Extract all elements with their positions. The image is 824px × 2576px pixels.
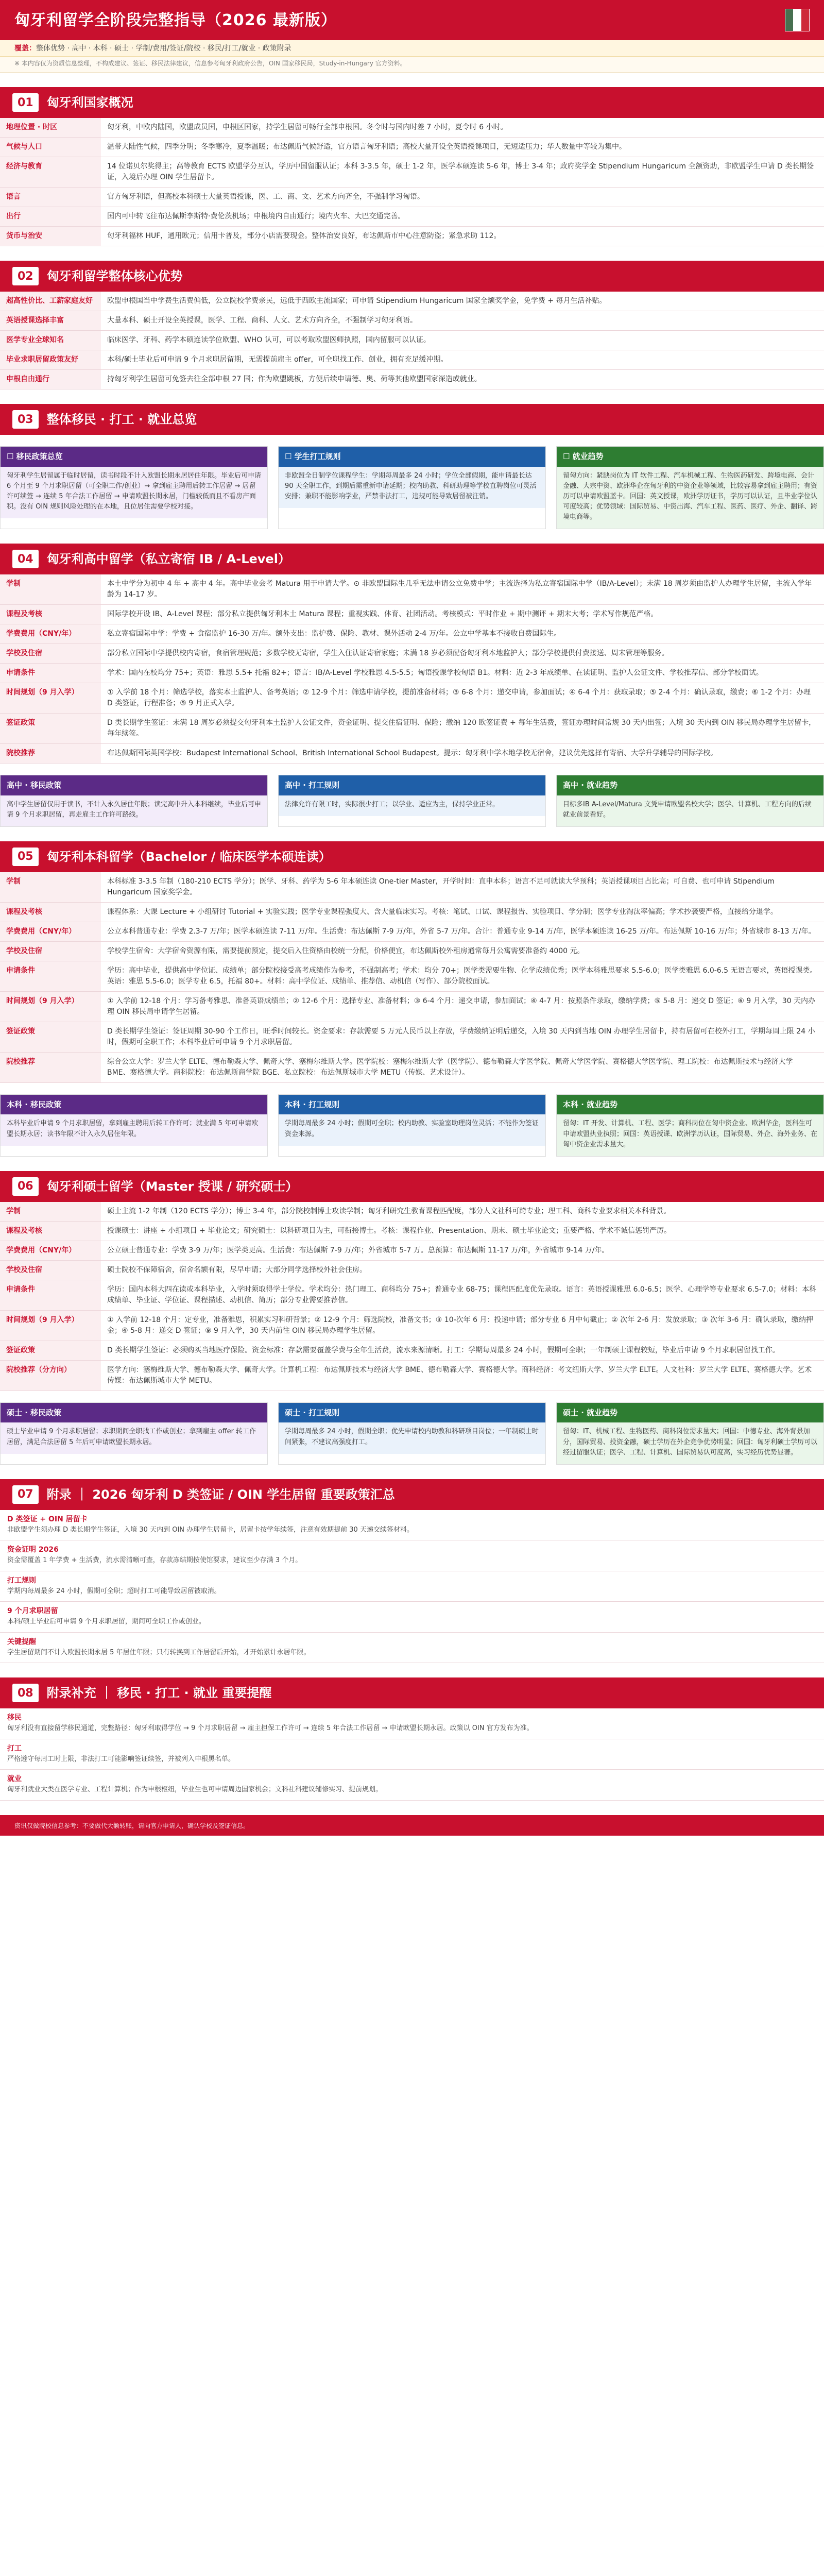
section-bachelor bbox=[0, 841, 824, 1157]
card-title: 硕士 · 打工规则 bbox=[279, 1403, 545, 1423]
overview-cards bbox=[0, 446, 824, 529]
row-value: ① 入学前 12-18 个月：定专业，准备雅思，积累实习科研背景；② 12-9 个月：筛选院校，准备文书；③ 10-次年 6 月：投递申请；部分专业 6 月中旬截止；② 次年 2-6 月：发放录取；③ 次年 3-6 月：确认录取，缴纳押金；④ 5-8 月：递交 D 签证；⑨ 9 月入学，30 天内前往 OIN 移民局办理学生居留。 bbox=[101, 1310, 824, 1341]
row-label: 签证政策 bbox=[0, 1022, 101, 1052]
table-row bbox=[0, 714, 824, 744]
reminder-list bbox=[0, 1708, 824, 1801]
item-text: 本科/硕士毕业后可申请 9 个月求职居留，期间可全职工作或创业。 bbox=[7, 1618, 205, 1626]
row-value: 学历：国内本科大四在读或本科毕业，入学时须取得学士学位。学术均分：热门理工、商科均分 75+；普通专业 68-75；课程匹配度优先录取。语言：英语授课雅思 6.0-6.5；医学、心理学等专业要求 6.5-7.0；材料：本科成绩单、毕业证、学位证、课程描述、动机信、简历；部分专业需要推荐信。 bbox=[101, 1280, 824, 1310]
page-title: 匈牙利留学全阶段完整指导（2026 最新版） bbox=[14, 11, 337, 29]
row-value: 公立本科普通专业：学费 2.3-7 万/年；医学本硕连读 7-11 万/年。生活费：布达佩斯 7-9 万/年，外省 5-7 万/年。合计：普通专业 9-14 万/年，医学本硕连读 16-25 万/年。布达佩斯 10-16 万/年；外省城市 8-13 万/年。 bbox=[101, 922, 824, 941]
card-title: 硕士 · 就业趋势 bbox=[557, 1403, 823, 1423]
row-label: 时间规划（9 月入学） bbox=[0, 1310, 101, 1341]
card-body: 法律允许有限工时，实际很少打工；以学业、适应为主，保持学业正常。 bbox=[279, 795, 545, 816]
card-body: 学期每周最多 24 小时；假期可全职；校内助教、实验室助理岗位灵活；不能作为签证资金来源。 bbox=[279, 1114, 545, 1145]
item-text: 学生居留期间不计入欧盟长期永居 5 年居住年限；只有转换到工作居留后开始，才开始累计永居年限。 bbox=[7, 1648, 311, 1656]
section-title: 匈牙利本科留学（Bachelor / 临床医学本硕连读） bbox=[46, 849, 331, 864]
table-row bbox=[0, 1022, 824, 1052]
section-title: 匈牙利硕士留学（Master 授课 / 研究硕士） bbox=[46, 1179, 298, 1194]
high-school-table bbox=[0, 574, 824, 764]
table-row bbox=[0, 188, 824, 207]
row-label: 课程及考核 bbox=[0, 605, 101, 624]
coverage-nav bbox=[0, 40, 824, 57]
section-header bbox=[0, 87, 824, 118]
item-title: 资金证明 2026 bbox=[7, 1546, 59, 1554]
card-body: 匈牙利学生居留属于临时居留，读书时段不计入欧盟长期永居居住年限。毕业后可申请 6 个月至 9 个月求职居留（可全职工作/创业）→ 拿到雇主聘用后转工作居留 → 居留许可续签 → 连续 5 年合法工作居留 → 申请欧盟长期永居，门槛较低而且不看房产面积。没有 OIN 规则风险处理的在本地，且位居住需要学校对接。 bbox=[1, 467, 267, 519]
hungary-flag-icon bbox=[785, 9, 810, 31]
list-item bbox=[0, 1739, 824, 1770]
card-title: 本科 · 移民政策 bbox=[1, 1095, 267, 1115]
row-value: 大量本科、硕士开设全英授课，医学、工程、商科、人文、艺术方向齐全，不强制学习匈牙利语。 bbox=[101, 311, 824, 331]
row-label: 申请条件 bbox=[0, 961, 101, 991]
work-rules-card bbox=[278, 446, 546, 529]
row-label: 英语授课选择丰富 bbox=[0, 311, 101, 331]
section-number: 06 bbox=[12, 1177, 39, 1196]
section-number: 08 bbox=[12, 1684, 39, 1702]
card-body: 硕士毕业申请 9 个月求职居留；求职期间全职找工作或创业；拿到雇主 offer 转工作居留，满足合法居留 5 年后可申请欧盟长期永居。 bbox=[1, 1422, 267, 1453]
section-title: 匈牙利国家概况 bbox=[46, 95, 133, 110]
row-value: 医学方向：塞梅维斯大学、德布勒森大学、佩奇大学。计算机工程：布达佩斯技术与经济大学 BME、德布勒森大学、赛格德大学。商科经济：考文纽斯大学、罗兰大学 ELTE。人文社科：罗兰大学 ELTE、赛格德大学。艺术传媒：布达佩斯城市大学 METU。 bbox=[101, 1360, 824, 1391]
table-row bbox=[0, 227, 824, 246]
card-body: 本科毕业后申请 9 个月求职居留，拿到雇主聘用后转工作许可；就业满 5 年可申请欧盟长期永居；读书年限不计入永久居住年限。 bbox=[1, 1114, 267, 1145]
section-header bbox=[0, 544, 824, 574]
card-body: 留匈：IT 开发、计算机、工程、医学；商科岗位在匈中资企业、欧洲华企，医科生可申请欧盟执业执照；回国：英语授课、欧洲学历认证，国际贸易、外企、海外业务、在匈中资企业需求量大。 bbox=[557, 1114, 823, 1156]
row-label: 时间规划（9 月入学） bbox=[0, 991, 101, 1022]
list-item bbox=[0, 1708, 824, 1739]
row-value: 部分私立国际中学提供校内寄宿，食宿管理规范；多数学校无寄宿，学生入住认证寄宿家庭；未满 18 岁必须配备匈牙利本地监护人；部分学校提供付费接送、周末管理等服务。 bbox=[101, 644, 824, 664]
item-title: 移民 bbox=[7, 1714, 22, 1722]
section-header bbox=[0, 841, 824, 872]
section-number: 07 bbox=[12, 1485, 39, 1504]
card-body: 留匈方向：紧缺岗位为 IT 软件工程、汽车机械工程、生物医药研发、跨境电商、会计金融、大宗中资、欧洲华企在匈牙利的中资企业等领域，比较容易拿到雇主聘用；有资历可以申请欧盟蓝卡。回国：英文授课，欧洲学历证书，学历可以认证，且毕业学位认可度较高；优势领域：国际贸易、中资出海、汽车工程、医药、医疗、外企、翻译、跨境电商等。 bbox=[557, 467, 823, 529]
card-title: 高中 · 打工规则 bbox=[279, 775, 545, 795]
row-value: 国际学校开设 IB、A-Level 课程；部分私立提供匈牙利本土 Matura 课程；重视实践、体育、社团活动。考核模式：平时作业 + 期中测评 + 期末大考；学术写作规范严格。 bbox=[101, 605, 824, 624]
table-row bbox=[0, 961, 824, 991]
item-text: 非欧盟学生须办理 D 类长期学生签证，入境 30 天内到 OIN 办理学生居留卡，居留卡按学年续签，注意有效期提前 30 天递交续签材料。 bbox=[7, 1526, 414, 1534]
card-title: 高中 · 移民政策 bbox=[1, 775, 267, 795]
table-row bbox=[0, 574, 824, 605]
table-row bbox=[0, 157, 824, 188]
table-row bbox=[0, 664, 824, 683]
row-label: 课程及考核 bbox=[0, 1221, 101, 1241]
table-row bbox=[0, 1052, 824, 1082]
list-item bbox=[0, 1602, 824, 1633]
table-row bbox=[0, 1221, 824, 1241]
row-value: 本科标准 3-3.5 年制（180-210 ECTS 学分）；医学、牙科、药学为 5-6 年本硕连读 One-tier Master，开学时间：直申本科；语言不足可就读大学预科；英语授课项目占比高；可自费、也可申请 Stipendium Hungaricum 国家奖学金。 bbox=[101, 872, 824, 903]
row-value: D 类长期学生签证：签证周期 30-90 个工作日，旺季时间较长。资金要求：存款需要 5 万元人民币以上存放，学费缴纳证明后递交，入境 30 天内到当地 OIN 办理学生居留卡，持有居留可在校外打工，学期每周上限 24 小时，假期可全职工作；本科毕业后可申请 9 个月求职居留。 bbox=[101, 1022, 824, 1052]
row-label: 出行 bbox=[0, 207, 101, 227]
row-value: 临床医学、牙科、药学本硕连读学位欧盟、WHO 认可，可以考取欧盟医师执照，国内留服可以认证。 bbox=[101, 331, 824, 350]
item-text: 资金需覆盖 1 年学费 + 生活费，流水需清晰可查，存款冻结期按使馆要求，建议至少存满 3 个月。 bbox=[7, 1556, 302, 1565]
section-header bbox=[0, 261, 824, 292]
table-row bbox=[0, 644, 824, 664]
card-title: ☐ 移民政策总览 bbox=[1, 447, 267, 467]
card-title: 硕士 · 移民政策 bbox=[1, 1403, 267, 1423]
employment-card bbox=[556, 1094, 824, 1157]
section-header bbox=[0, 404, 824, 435]
table-row bbox=[0, 683, 824, 714]
disclaimer-note: ※ 本内容仅为资质信息整理，不构成建议、签证、移民法律建议，信息参考匈牙利政府公告，OIN 国家移民局，Study-in-Hungary 官方资料。 bbox=[0, 57, 824, 73]
section-number: 04 bbox=[12, 550, 39, 568]
row-value: 本土中学分为初中 4 年 + 高中 4 年。高中毕业会考 Matura 用于申请大学。⊙ 非欧盟国际生几乎无法申请公立免费中学；主流选择为私立寄宿国际中学（IB/A-Level）；未满 18 周岁须由监护人办理学生居留，主流入学年龄为 14-17 岁。 bbox=[101, 574, 824, 605]
item-title: 打工规则 bbox=[7, 1576, 36, 1585]
row-value: 14 位诺贝尔奖得主；高等教育 ECTS 欧盟学分互认，学历中国留服认证；本科 3-3.5 年，硕士 1-2 年，医学本硕连读 5-6 年，博士 3-4 年；政府奖学金 Stipendium Hungaricum 全额资助，非欧盟学生申请 D 类长期签证，入境后办理 OIN 学生居留卡。 bbox=[101, 157, 824, 188]
page-footer: 资讯仅做院校信息参考：不要做代大额转账，请向官方申请人，确认学校及签证信息。 bbox=[0, 1815, 824, 1836]
table-row bbox=[0, 922, 824, 941]
section-title: 匈牙利高中留学（私立寄宿 IB / A-Level） bbox=[46, 552, 290, 567]
section-header bbox=[0, 1171, 824, 1202]
row-value: 私立寄宿国际中学：学费 + 食宿监护 16-30 万/年。额外支出：监护费、保险、教材、课外活动 2-4 万/年。公立中学基本不接收自费国际生。 bbox=[101, 624, 824, 644]
item-text: 严格遵守每周工时上限，非法打工可能影响签证续签，并被列入申根黑名单。 bbox=[7, 1755, 235, 1763]
flag-stripe-red bbox=[801, 9, 809, 31]
row-value: 学历：高中毕业，提供高中学位证、成绩单；部分院校接受高考成绩作为参考，不强制高考；学术：均分 70+；医学类需要生物、化学成绩优秀；医学本科雅思要求 5.5-6.0；医学类雅思 6.0-6.5 无语言要求，英语授课类。英语：雅思 5.5-6.0；医学专业 6.5，托福 80+。材料：高中学位证、成绩单、推荐信、动机信（写作）、部分院校面试。 bbox=[101, 961, 824, 991]
flag-stripe-white bbox=[793, 9, 801, 31]
employment-card bbox=[556, 1402, 824, 1465]
table-row bbox=[0, 292, 824, 311]
row-value: 硕士院校不保障宿舍，宿舍名额有限，尽早申请；大部分同学选择校外社会住房。 bbox=[101, 1260, 824, 1280]
table-row bbox=[0, 1360, 824, 1391]
row-value: 课程体系：大课 Lecture + 小组研讨 Tutorial + 实验实践；医学专业课程强度大、含大量临床实习。考核：笔试、口试、课程报告、实验项目、学分制；医学专业淘汰率偏高；学术抄袭要严格，直接给分退学。 bbox=[101, 902, 824, 922]
bachelor-table bbox=[0, 872, 824, 1083]
item-title: 打工 bbox=[7, 1744, 22, 1753]
work-rules-card bbox=[278, 775, 546, 827]
row-value: 持匈牙利学生居留可免签去往全部申根 27 国；作为欧盟跳板，方便后续申请德、奥、荷等其他欧盟国家深造或就业。 bbox=[101, 370, 824, 389]
section-overview bbox=[0, 87, 824, 246]
card-body: 高中学生居留仅用于读书，不计入永久居住年限；读完高中升入本科继续，毕业后可申请 9 个月求职居留，再走雇主工作许可路线。 bbox=[1, 795, 267, 826]
card-body: 目标多IB A-Level/Matura 文凭申请欧盟名校大学；医学、计算机、工程方向的后续就业前景看好。 bbox=[557, 795, 823, 826]
coverage-label: 覆盖： bbox=[14, 44, 36, 53]
section-header bbox=[0, 1479, 824, 1510]
list-item bbox=[0, 1633, 824, 1664]
table-row bbox=[0, 331, 824, 350]
list-item bbox=[0, 1571, 824, 1602]
list-item bbox=[0, 1540, 824, 1571]
row-label: 学费费用（CNY/年） bbox=[0, 922, 101, 941]
row-value: 学校学生宿舍：大学宿舍资源有限，需要提前预定，提交后入住资格由校统一分配，价格便宜，布达佩斯校外租房通常每月公寓需要准备约 4000 元。 bbox=[101, 941, 824, 961]
flag-stripe-green bbox=[785, 9, 793, 31]
row-label: 学校及住宿 bbox=[0, 941, 101, 961]
row-value: 匈牙利，中欧内陆国，欧盟成员国，申根区国家，持学生居留可畅行全部申根国。冬令时与国内时差 7 小时，夏令时 6 小时。 bbox=[101, 118, 824, 138]
row-value: ① 入学前 18 个月：筛选学校，落实本土监护人、备考英语；② 12-9 个月：筛选申请学校，提前准备材料；③ 6-8 个月：递交申请，参加面试；④ 6-4 个月：获取录取；⑤ 2-4 个月：确认录取，缴费；⑥ 1-2 个月：办理 D 类签证，行程准备；⑨ 9 月正式入学。 bbox=[101, 683, 824, 714]
row-label: 学制 bbox=[0, 574, 101, 605]
master-cards bbox=[0, 1402, 824, 1465]
section-title: 附录补充 ｜ 移民 · 打工 · 就业 重要提醒 bbox=[46, 1686, 272, 1701]
table-row bbox=[0, 138, 824, 157]
row-label: 超高性价比、工薪家庭友好 bbox=[0, 292, 101, 311]
immigration-card bbox=[0, 446, 268, 529]
table-row bbox=[0, 902, 824, 922]
section-number: 01 bbox=[12, 93, 39, 112]
card-title: ☐ 学生打工规则 bbox=[279, 447, 545, 467]
row-value: 授课硕士：讲座 + 小组项目 + 毕业论文；研究硕士：以科研项目为主，可衔接博士。考核：课程作业、Presentation、期末、硕士毕业论文；重要严格、学术不诚信惩罚严厉。 bbox=[101, 1221, 824, 1241]
row-label: 院校推荐 bbox=[0, 744, 101, 764]
table-row bbox=[0, 1260, 824, 1280]
table-row bbox=[0, 1310, 824, 1341]
card-body: 学期每周最多 24 小时，假期全职；优先申请校内助教和科研项目岗位；一年制硕士时间紧张，不建议高强度打工。 bbox=[279, 1422, 545, 1453]
section-appendix-visa bbox=[0, 1479, 824, 1664]
coverage-text: 整体优势 · 高中 · 本科 · 硕士 · 学制/费用/签证/院校 · 移民/打工/就业 · 政策附录 bbox=[36, 44, 291, 53]
item-text: 学期内每周最多 24 小时，假期可全职；超时打工可能导致居留被取消。 bbox=[7, 1587, 221, 1595]
employment-card bbox=[556, 446, 824, 529]
row-label: 院校推荐（分方向） bbox=[0, 1360, 101, 1391]
appendix-list bbox=[0, 1510, 824, 1664]
table-row bbox=[0, 350, 824, 370]
table-row bbox=[0, 872, 824, 903]
table-row bbox=[0, 311, 824, 331]
row-value: 公立硕士普通专业：学费 3-9 万/年；医学类更高。生活费：布达佩斯 7-9 万/年；外省城市 5-7 万。总预算：布达佩斯 11-17 万/年，外省城市 9-14 万/年。 bbox=[101, 1241, 824, 1260]
master-table bbox=[0, 1202, 824, 1391]
row-value: 国内可中转飞往布达佩斯李斯特·费伦茨机场；申根境内自由通行；境内火车、大巴交通完善。 bbox=[101, 207, 824, 227]
section-header bbox=[0, 1677, 824, 1708]
item-title: 关键提醒 bbox=[7, 1637, 36, 1646]
section-high-school bbox=[0, 544, 824, 827]
card-title: 高中 · 就业趋势 bbox=[557, 775, 823, 795]
row-label: 学制 bbox=[0, 1202, 101, 1222]
row-label: 时间规划（9 月入学） bbox=[0, 683, 101, 714]
card-title: ☐ 就业趋势 bbox=[557, 447, 823, 467]
item-text: 匈牙利就业大类在医学专业、工程计算机；作为申根枢纽，毕业生也可申请周边国家机会；文科社科建议辅修实习、提前规划。 bbox=[7, 1786, 383, 1794]
table-row bbox=[0, 1280, 824, 1310]
table-row bbox=[0, 1341, 824, 1360]
section-advantages bbox=[0, 261, 824, 389]
employment-card bbox=[556, 775, 824, 827]
row-label: 经济与教育 bbox=[0, 157, 101, 188]
table-row bbox=[0, 624, 824, 644]
row-label: 院校推荐 bbox=[0, 1052, 101, 1082]
row-value: 硕士主流 1-2 年制（120 ECTS 学分）；博士 3-4 年，部分院校制博士攻读学制；匈牙利研究生教育课程匹配度，部分人文社科可跨专业；理工科、商科专业要求相关本科背景。 bbox=[101, 1202, 824, 1222]
immigration-card bbox=[0, 775, 268, 827]
immigration-card bbox=[0, 1094, 268, 1157]
work-rules-card bbox=[278, 1094, 546, 1157]
row-label: 签证政策 bbox=[0, 714, 101, 744]
table-row bbox=[0, 118, 824, 138]
card-title: 本科 · 就业趋势 bbox=[557, 1095, 823, 1115]
section-master bbox=[0, 1171, 824, 1465]
table-row bbox=[0, 207, 824, 227]
row-label: 签证政策 bbox=[0, 1341, 101, 1360]
row-label: 课程及考核 bbox=[0, 902, 101, 922]
row-value: 综合公立大学：罗兰大学 ELTE、德布勒森大学、佩奇大学、塞梅尔维斯大学。医学院校：塞梅尔维斯大学（医学院）、德布勒森大学医学院、佩奇大学医学院、赛格德大学医学院、理工院校：布达佩斯技术与经济大学 BME、赛格德大学。商科院校：布达佩斯商学院 BGE、私立院校：布达佩斯城市大学 METU（传媒、艺术设计）。 bbox=[101, 1052, 824, 1082]
row-value: 欧盟申根国当中学费生活费偏低，公立院校学费亲民，远低于西欧主流国家；可申请 Stipendium Hungaricum 国家全额奖学金，免学费 + 每月生活补贴。 bbox=[101, 292, 824, 311]
overview-table bbox=[0, 118, 824, 246]
item-title: 就业 bbox=[7, 1775, 22, 1784]
section-title: 附录 ｜ 2026 匈牙利 D 类签证 / OIN 学生居留 重要政策汇总 bbox=[46, 1487, 395, 1502]
row-label: 货币与治安 bbox=[0, 227, 101, 246]
row-label: 地理位置 · 时区 bbox=[0, 118, 101, 138]
row-label: 学校及住宿 bbox=[0, 644, 101, 664]
section-title: 整体移民 · 打工 · 就业总览 bbox=[46, 412, 197, 427]
card-title: 本科 · 打工规则 bbox=[279, 1095, 545, 1115]
row-value: 本科/硕士毕业后可申请 9 个月求职居留期，无需提前雇主 offer，可全职找工作、创业，拥有充足缓冲期。 bbox=[101, 350, 824, 370]
immigration-card bbox=[0, 1402, 268, 1465]
page-header bbox=[0, 0, 824, 40]
table-row bbox=[0, 941, 824, 961]
row-value: ① 入学前 12-18 个月：学习备考雅思、准备英语成绩单；② 12-6 个月：选择专业、准备材料；③ 6-4 个月：递交申请，参加面试；④ 4-7 月：按照条件录取，缴纳学费；⑤ 5-8 月：递交 D 签证；⑥ 9 月入学，30 天内办理 OIN 移民局申请学生居留。 bbox=[101, 991, 824, 1022]
table-row bbox=[0, 1241, 824, 1260]
card-body: 非欧盟全日制学位课程学生：学期每周最多 24 小时；学位全部假期，能申请最长达 90 天全职工作，到期后需重新申请延期；校内助教、科研助理等学校直聘岗位可灵活安排；兼职不能影响学业，严禁非法打工，违规可能导致居留被注销。 bbox=[279, 467, 545, 508]
advantages-table bbox=[0, 292, 824, 389]
row-label: 申根自由通行 bbox=[0, 370, 101, 389]
row-label: 学费费用（CNY/年） bbox=[0, 1241, 101, 1260]
section-appendix-reminders bbox=[0, 1677, 824, 1801]
table-row bbox=[0, 991, 824, 1022]
row-value: 学术：国内在校均分 75+；英语：雅思 5.5+ 托福 82+；语言：IB/A-Level 学校雅思 4.5-5.5；匈语授课学校匈语 B1。材料：近 2-3 年成绩单、在读证明、监护人公证文件、学校推荐信、部分学校面试。 bbox=[101, 664, 824, 683]
bachelor-cards bbox=[0, 1094, 824, 1157]
high-school-cards bbox=[0, 775, 824, 827]
row-value: D 类长期学生签证：必须购买当地医疗保险。资金标准：存款需要覆盖学费与全年生活费，流水来源清晰。打工：学期每周最多 24 小时，假期可全职；一年制硕士课程较短，毕业后申请 9 个月求职居留找工作。 bbox=[101, 1341, 824, 1360]
table-row bbox=[0, 605, 824, 624]
list-item bbox=[0, 1770, 824, 1801]
list-item bbox=[0, 1510, 824, 1541]
section-number: 05 bbox=[12, 848, 39, 866]
table-row bbox=[0, 370, 824, 389]
card-body: 留匈：IT、机械工程、生物医药、商科岗位需求量大；回国：中德专业、海外背景加分，国际贸易、投资金融，硕士学历在外企竞争优势明显；回国：匈牙利硕士学历可以经过留服认证；医学、工程、计算机、国际贸易认可度高，实习经历优势显著。 bbox=[557, 1422, 823, 1464]
section-title: 匈牙利留学整体核心优势 bbox=[46, 269, 183, 283]
row-value: 温带大陆性气候，四季分明；冬季寒冷，夏季温暖；布达佩斯气候舒适，官方语言匈牙利语；高校大量开设全英语授课项目，无短适压力；华人数量中等较为集中。 bbox=[101, 138, 824, 157]
row-label: 申请条件 bbox=[0, 1280, 101, 1310]
row-label: 学费费用（CNY/年） bbox=[0, 624, 101, 644]
item-title: D 类签证 + OIN 居留卡 bbox=[7, 1515, 88, 1523]
section-immigration-overview bbox=[0, 404, 824, 529]
section-number: 02 bbox=[12, 267, 39, 285]
work-rules-card bbox=[278, 1402, 546, 1465]
item-text: 匈牙利没有直接留学移民通道，完整路径：匈牙利取得学位 → 9 个月求职居留 → 雇主担保工作许可 → 连续 5 年合法工作居留 → 申请欧盟长期永居。政策以 OIN 官方发布为准。 bbox=[7, 1724, 534, 1733]
table-row bbox=[0, 744, 824, 764]
row-value: 官方匈牙利语，但高校本科硕士大量英语授课，医、工、商、文、艺术方向齐全，不强制学习匈语。 bbox=[101, 188, 824, 207]
row-value: 匈牙利福林 HUF，通用欧元；信用卡普及，部分小店需要现金。整体治安良好，布达佩斯市中心注意防盗；紧急求助 112。 bbox=[101, 227, 824, 246]
row-label: 语言 bbox=[0, 188, 101, 207]
table-row bbox=[0, 1202, 824, 1222]
row-label: 学制 bbox=[0, 872, 101, 903]
row-value: 布达佩斯国际英国学校：Budapest International School、British International School Budapest。提示：匈牙利中学本地学校无宿舍，建议优先选择有寄宿、大学升学辅导的国际学校。 bbox=[101, 744, 824, 764]
row-value: D 类长期学生签证：未满 18 周岁必须提交匈牙利本土监护人公证文件，资金证明、提交住宿证明、保险；缴纳 120 欧签证费 + 每年生活费，签证办理时间常规 30 天内出签；入境 30 天内到 OIN 移民局办理学生居留卡，每年续签。 bbox=[101, 714, 824, 744]
row-label: 学校及住宿 bbox=[0, 1260, 101, 1280]
row-label: 申请条件 bbox=[0, 664, 101, 683]
row-label: 气候与人口 bbox=[0, 138, 101, 157]
section-number: 03 bbox=[12, 410, 39, 429]
item-title: 9 个月求职居留 bbox=[7, 1607, 58, 1616]
row-label: 医学专业全球知名 bbox=[0, 331, 101, 350]
row-label: 毕业求职居留政策友好 bbox=[0, 350, 101, 370]
